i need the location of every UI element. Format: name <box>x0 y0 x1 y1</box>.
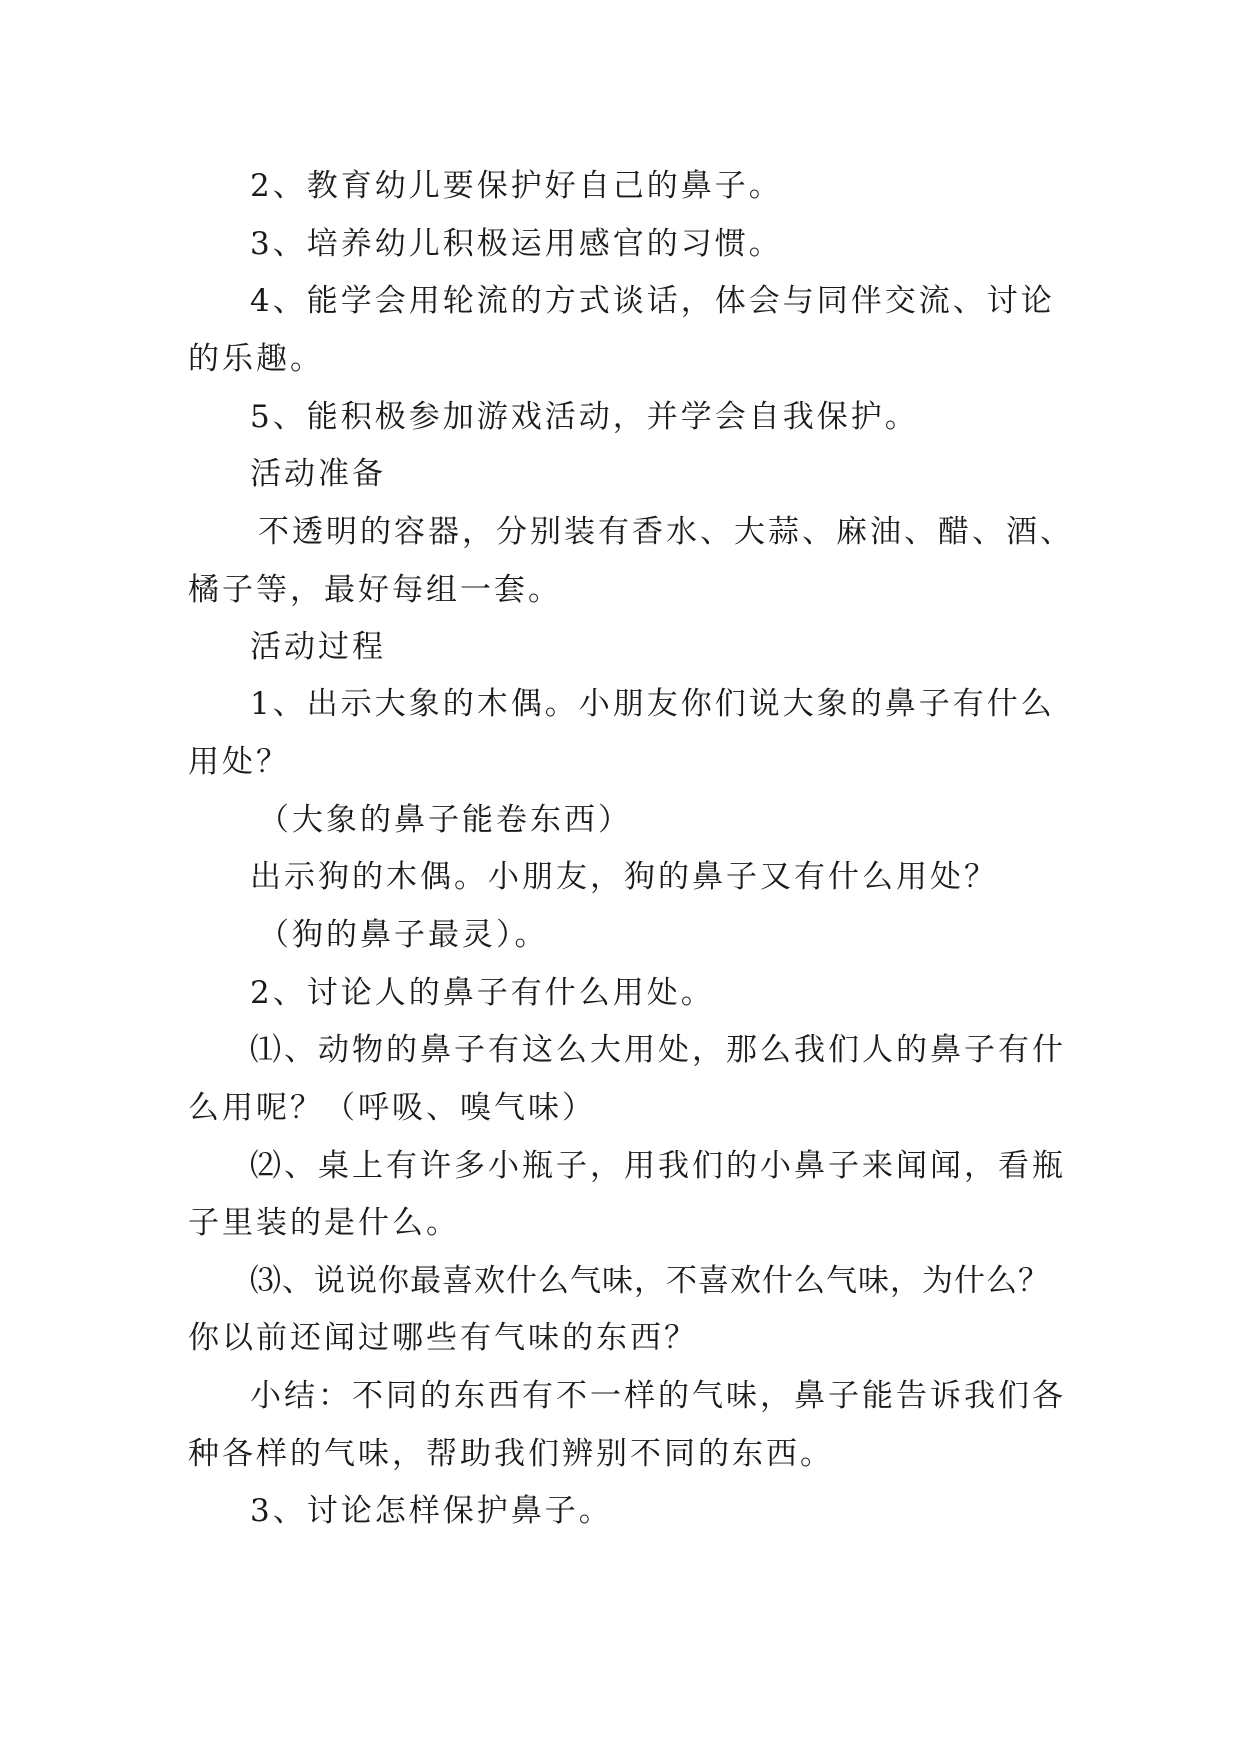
paragraph-line: 么用呢？（呼吸、嗅气味） <box>188 1090 596 1126</box>
paragraph-line: （大象的鼻子能卷东西） <box>258 802 632 838</box>
section-heading: 活动过程 <box>250 629 386 665</box>
paragraph-line: 子里装的是什么。 <box>188 1205 460 1241</box>
paragraph-line: 的乐趣。 <box>188 341 324 377</box>
paragraph-line: 你以前还闻过哪些有气味的东西？ <box>188 1320 698 1356</box>
paragraph-line: （狗的鼻子最灵）。 <box>258 917 549 953</box>
paragraph-line: 不透明的容器，分别装有香水、大蒜、麻油、醋、酒、 <box>258 514 1074 550</box>
paragraph-line: 种各样的气味，帮助我们辨别不同的东西。 <box>188 1436 834 1472</box>
paragraph-line: 5、能积极参加游戏活动，并学会自我保护。 <box>250 399 919 435</box>
paragraph-line: 橘子等，最好每组一套。 <box>188 572 562 608</box>
paragraph-line: ⑵、桌上有许多小瓶子，用我们的小鼻子来闻闻，看瓶 <box>250 1148 1066 1184</box>
paragraph-line: 出示狗的木偶。小朋友，狗的鼻子又有什么用处？ <box>250 859 998 895</box>
paragraph-line: ⑴、动物的鼻子有这么大用处，那么我们人的鼻子有什 <box>250 1032 1066 1068</box>
paragraph-line: 用处？ <box>188 744 290 780</box>
paragraph-line: 3、培养幼儿积极运用感官的习惯。 <box>250 226 783 262</box>
paragraph-line: 小结：不同的东西有不一样的气味，鼻子能告诉我们各 <box>250 1378 1066 1414</box>
paragraph-line: 2、教育幼儿要保护好自己的鼻子。 <box>250 168 783 204</box>
paragraph-line: 2、讨论人的鼻子有什么用处。 <box>250 975 715 1011</box>
paragraph-line: 4、能学会用轮流的方式谈话，体会与同伴交流、讨论 <box>250 283 1055 319</box>
paragraph-line: 3、讨论怎样保护鼻子。 <box>250 1493 613 1529</box>
section-heading: 活动准备 <box>250 456 386 492</box>
paragraph-line: 1、出示大象的木偶。小朋友你们说大象的鼻子有什么 <box>250 686 1055 722</box>
paragraph-line: ⑶、说说你最喜欢什么气味，不喜欢什么气味，为什么？ <box>250 1263 1050 1299</box>
